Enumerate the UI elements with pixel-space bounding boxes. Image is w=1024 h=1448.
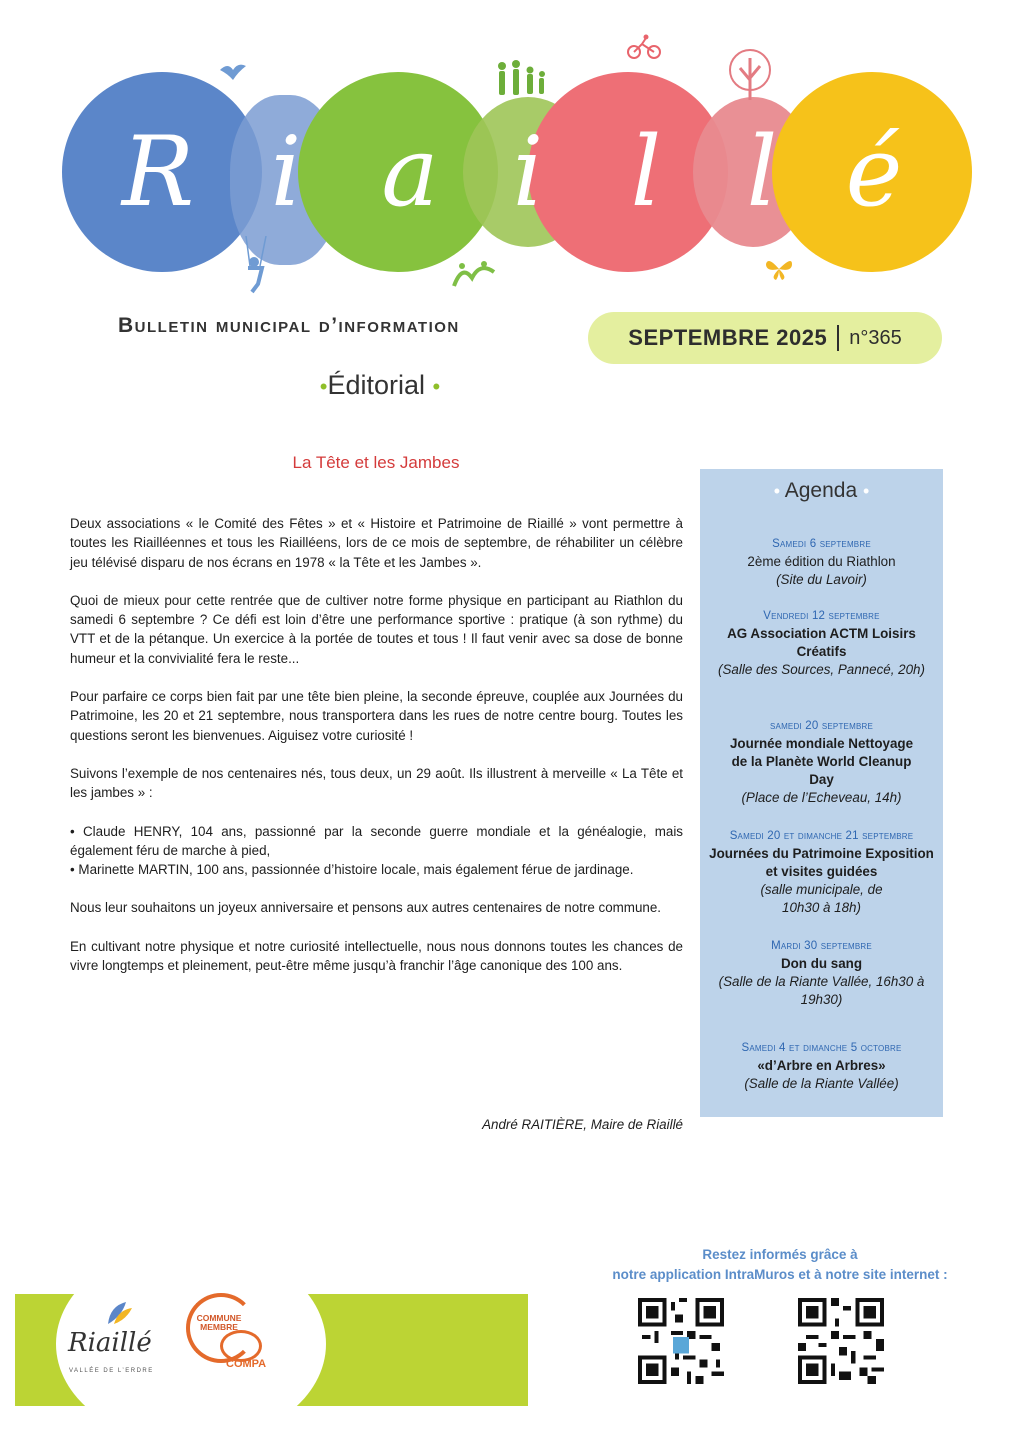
agenda-event [704, 535, 939, 589]
swing-child-icon [236, 236, 276, 294]
title-letter-l1: l [630, 116, 662, 228]
cyclist-icon [626, 34, 662, 60]
agenda-event [704, 717, 939, 807]
section-title [300, 370, 460, 401]
agenda-title [700, 479, 943, 503]
section-dot-right: • [432, 374, 441, 399]
title-letter-e: é [845, 116, 903, 228]
agenda-event-place: (Salle de la Riante Vallée) [744, 1076, 899, 1091]
article-bullet: • Claude HENRY, 104 ans, passionné par la seconde guerre mondiale et la généalogie, mais également féru de marche à pied, [70, 823, 683, 858]
agenda-event-name: Journée mondiale Nettoyage de la Planète World Cleanup Day [729, 736, 914, 787]
title-letter-i2: i [512, 116, 544, 228]
compa-label-line2: MEMBRE [200, 1322, 238, 1332]
agenda-event-name: Don du sang [780, 956, 863, 971]
issue-month-year: SEPTEMBRE 2025 [628, 325, 828, 350]
issue-date-pill [588, 312, 942, 364]
agenda-event-place: (Salle des Sources, Pannecé, 20h) [718, 662, 925, 677]
agenda-event [704, 607, 939, 679]
article-paragraph: Deux associations « le Comité des Fêtes » et « Histoire et Patrimoine de Riaillé » vont permettre à toutes les Riailléennes et tous les Riailléens, lors de ce mois de septembre, de réhabiliter un célèbre jeu télévisé disparu de nos écrans en 1978 « la Tête et les Jambes ». [70, 516, 683, 570]
article-paragraph: Suivons l’exemple de nos centenaires nés, tous deux, un 29 août. Ils illustrent à merveille « La Tête et les jambes » : [70, 765, 683, 801]
article-paragraph: Pour parfaire ce corps bien fait par une tête bien pleine, la seconde épreuve, couplée aux Journées du Patrimoine, les 20 et 21 septembre, nous transportera dans les rues de notre centre bourg. Toutes les questions seront les bienvenues. Aiguisez votre curiosité ! [70, 689, 683, 743]
bulletin-label: Bulletin municipal d’information [118, 314, 460, 337]
article-paragraph: Nous leur souhaitons un joyeux anniversaire et pensons aux autres centenaires de notre commune. [70, 900, 662, 916]
agenda-event-day: Samedi 6 septembre [772, 538, 871, 550]
tree-icon [722, 48, 778, 104]
agenda-event-place: (Salle de la Riante Vallée, 16h30 à 19h30) [718, 974, 925, 1007]
bird-icon [218, 60, 248, 82]
agenda-event-name: «d’Arbre en Arbres» [757, 1058, 886, 1073]
compa-logo-name: COMPA [226, 1358, 267, 1370]
stay-informed-text [560, 1245, 1000, 1285]
agenda-panel [700, 469, 943, 1117]
jumping-kids-icon [450, 258, 500, 294]
agenda-event-place: (Site du Lavoir) [776, 572, 867, 587]
agenda-event-day: samedi 20 septembre [770, 720, 873, 732]
stay-informed-line1: Restez informés grâce à [702, 1247, 858, 1262]
article-title: La Tête et les Jambes [292, 453, 460, 472]
butterfly-icon [764, 256, 794, 282]
qr-code-website-icon[interactable] [798, 1298, 884, 1384]
article-bullet: • Marinette MARTIN, 100 ans, passionnée d’histoire locale, mais également férue de jardinage. [70, 862, 634, 878]
agenda-dot-right: • [862, 481, 870, 501]
title-letter-i1: i [270, 116, 302, 228]
agenda-event-name: Journées du Patrimoine Exposition et visites guidées [709, 846, 934, 879]
agenda-event-place: (salle municipale, de 10h30 à 18h) [760, 882, 883, 915]
article-paragraph: Quoi de mieux pour cette rentrée que de cultiver notre forme physique en participant au Riathlon du samedi 6 septembre ? Ce défi est loin d’être une performance sportive : pratique (à son rythme) du VTT et de la pétanque. Un exercice à la portée de toutes et tous ! Il faut venir avec sa dose de bonne humeur et la convivialité fera le reste... [70, 592, 683, 666]
agenda-event-day: Samedi 20 et dimanche 21 septembre [729, 830, 914, 842]
title-letter-a: a [381, 116, 439, 228]
agenda-event-place: (Place de l’Echeveau, 14h) [741, 790, 902, 805]
agenda-event [704, 937, 939, 1009]
compa-label-line1: COMMUNE [196, 1313, 242, 1323]
agenda-event-day: Vendredi 12 septembre [763, 610, 880, 622]
agenda-event-day: Mardi 30 septembre [771, 940, 872, 952]
riaille-leaf-logo-icon [104, 1298, 134, 1328]
section-dot-left: • [319, 374, 328, 399]
article-paragraph: En cultivant notre physique et notre curiosité intellectuelle, nous nous donnons toutes les chances de vivre longtemps et pleinement, peut-être même jusqu’à franchir l’âge canonique des 100 ans. [70, 938, 683, 974]
family-icon [494, 58, 550, 102]
agenda-dot-left: • [773, 481, 781, 501]
agenda-event-day: Samedi 4 et dimanche 5 octobre [741, 1042, 902, 1054]
agenda-title-text: Agenda [784, 479, 858, 502]
issue-separator [837, 325, 839, 351]
article-body [70, 514, 683, 994]
riaille-logo-name: Riaillé [68, 1328, 152, 1358]
stay-informed-line2: notre application IntraMuros et à notre site internet : [612, 1267, 948, 1282]
agenda-event [704, 1039, 939, 1093]
agenda-event-name: 2ème édition du Riathlon [747, 554, 896, 569]
agenda-event-name: AG Association ACTM Loisirs Créatifs [727, 626, 916, 659]
agenda-event [704, 827, 939, 917]
qr-code-app-icon[interactable] [638, 1298, 724, 1384]
section-label: Éditorial [327, 370, 426, 400]
issue-number: n°365 [849, 326, 902, 349]
title-letter-r: R [121, 116, 195, 228]
title-letter-l2: l [746, 116, 778, 228]
riaille-logo-tagline: VALLÉE DE L’ERDRE [69, 1368, 154, 1374]
article-signature: André RAITIÈRE, Maire de Riaillé [482, 1117, 683, 1132]
